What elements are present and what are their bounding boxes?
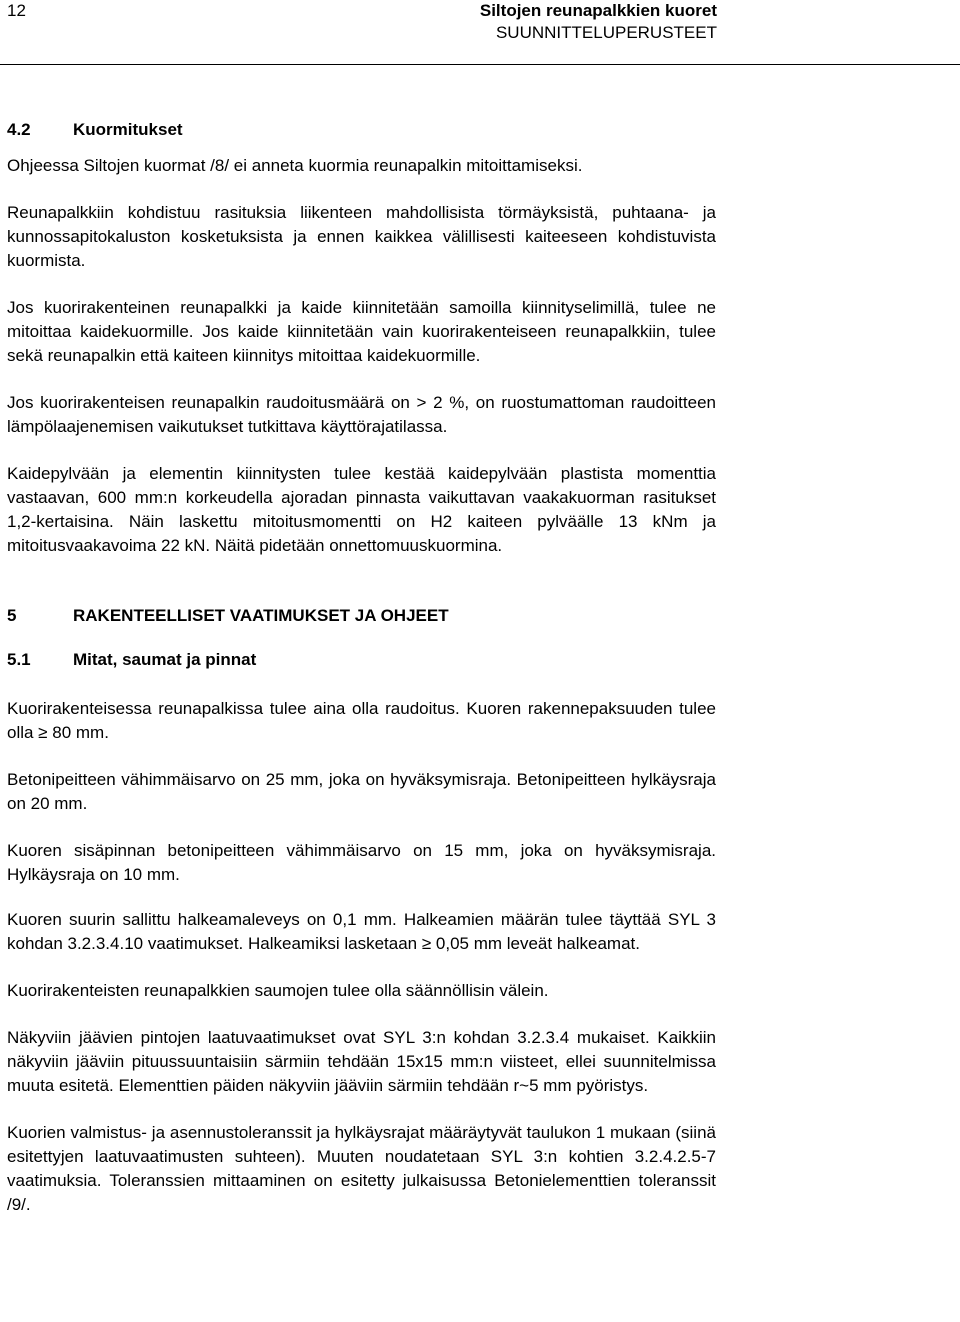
running-header xyxy=(480,0,717,44)
paragraph: Kuorirakenteisten reunapalkkien saumojen tulee olla säännöllisin välein. xyxy=(7,981,549,1000)
page-body xyxy=(7,118,716,1217)
paragraph: Kuorirakenteisessa reunapalkissa tulee aina olla raudoitus. Kuoren rakennepaksuuden tulee olla ≥ 80 mm. xyxy=(7,699,716,742)
document-subtitle: SUUNNITTELUPERUSTEET xyxy=(495,23,717,42)
section-title: Mitat, saumat ja pinnat xyxy=(73,650,257,669)
paragraph: Ohjeessa Siltojen kuormat /8/ ei anneta kuormia reunapalkin mitoittamiseksi. xyxy=(7,156,583,175)
page-number: 12 xyxy=(7,1,26,20)
section-number: 5.1 xyxy=(7,650,31,669)
section-title: Kuormitukset xyxy=(73,120,183,139)
section-number: 5 xyxy=(7,606,17,625)
paragraph: Kaidepylvään ja elementin kiinnitysten tulee kestää kaidepylvään plastista momenttia vastaavan, 600 mm:n korkeudella ajoradan pinnasta vaikuttavan vaakakuorman rasitukset 1,2-kertaisina. Näin laskettu mitoitusmomentti on H2 kaiteen pylväälle 13 kNm ja mitoitusvaakavoima 22 kN. Näitä pidetään onnettomuuskuormina. xyxy=(7,464,716,555)
chapter-heading-5 xyxy=(7,604,716,628)
paragraph: Kuoren sisäpinnan betonipeitteen vähimmäisarvo on 15 mm, joka on hyväksymisraja. Hylkäysraja on 10 mm. xyxy=(7,841,716,884)
section-heading-4-2 xyxy=(7,118,716,142)
section-heading-5-1 xyxy=(7,648,716,672)
paragraph: Jos kuorirakenteisen reunapalkin raudoitusmäärä on > 2 %, on ruostumattoman raudoitteen lämpölaajenemisen vaikutukset tutkittava käyttörajatilassa. xyxy=(7,393,716,436)
paragraph: Kuoren suurin sallittu halkeamaleveys on 0,1 mm. Halkeamien määrän tulee täyttää SYL 3 kohdan 3.2.3.4.10 vaatimukset. Halkeamiksi lasketaan ≥ 0,05 mm leveät halkeamat. xyxy=(7,910,716,953)
document-title: Siltojen reunapalkkien kuoret xyxy=(479,1,717,20)
paragraph: Kuorien valmistus- ja asennustoleranssit ja hylkäysrajat määräytyvät taulukon 1 mukaan (siinä esitettyjen laatuvaatimusten suhteen). Muuten noudatetaan SYL 3:n kohtien 3.2.4.2.5-7 vaatimuksia. Toleranssien mittaaminen on esitetty julkaisussa Betonielementtien toleranssit /9/. xyxy=(7,1123,716,1214)
paragraph: Reunapalkkiin kohdistuu rasituksia liikenteen mahdollisista törmäyksistä, puhtaana- ja kunnossapitokaluston kosketuksista ja ennen kaikkea välillisesti kaiteeseen kohdistuvista kuormista. xyxy=(7,203,716,270)
paragraph: Näkyviin jäävien pintojen laatuvaatimukset ovat SYL 3:n kohdan 3.2.3.4 mukaiset. Kaikkiin näkyviin jääviin pituussuuntaisiin särmiin tehdään 15x15 mm:n viisteet, ellei suunnitelmissa muuta esitetä. Elementtien päiden näkyviin jääviin särmiin tehdään r~5 mm pyöristys. xyxy=(7,1028,716,1095)
paragraph: Jos kuorirakenteinen reunapalkki ja kaide kiinnitetään samoilla kiinnityselimillä, tulee ne mitoittaa kaidekuormille. Jos kaide kiinnitetään vain kuorirakenteiseen reunapalkkiin, tulee sekä reunapalkin että kaiteen kiinnitys mitoittaa kaidekuormille. xyxy=(7,298,716,365)
section-title: RAKENTEELLISET VAATIMUKSET JA OHJEET xyxy=(73,606,449,625)
paragraph: Betonipeitteen vähimmäisarvo on 25 mm, joka on hyväksymisraja. Betonipeitteen hylkäysraja on 20 mm. xyxy=(7,770,716,813)
section-number: 4.2 xyxy=(7,120,31,139)
header-divider xyxy=(0,64,960,65)
